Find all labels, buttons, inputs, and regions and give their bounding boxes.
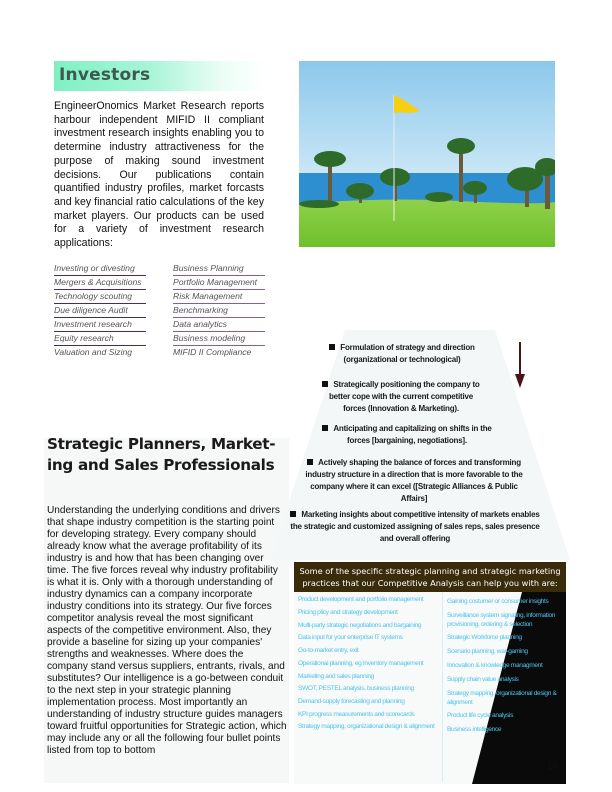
practice-item: Scenario planning, war-gaming [447, 648, 528, 656]
practice-item: KPI progress measurements and scorecards [298, 710, 415, 718]
square-bullet-icon [307, 459, 313, 465]
practices-heading: Some of the specific strategic planning and strategic marketing practices that our Competitive Analysis can help you with are: [294, 562, 566, 592]
list-item: Due diligence Audit [54, 304, 146, 318]
strategic-section-title [47, 434, 287, 476]
square-bullet-icon [322, 425, 328, 431]
practice-item: Multi-party strategic negotiations and bargaining [298, 621, 422, 629]
practice-item: Pricing plicy and strategy development [298, 609, 398, 617]
list-item: Data analytics [173, 318, 265, 332]
list-item: Investing or divesting [54, 262, 146, 276]
list-item: Business Planning [173, 262, 265, 276]
practices-list-box [294, 592, 566, 784]
pyramid-item-5: Marketing insights about competitive intensity of markets enables the strategic and customized assigning of sales reps, sales presence and overall offering [290, 510, 540, 543]
title-line-1: Strategic Planners, Market- [47, 435, 276, 453]
practice-item: Demand-supply forecasting and planning [298, 697, 405, 705]
practice-item: Supply chain value analysis [447, 675, 519, 683]
practice-item: Surveillance system signaling, information provisioning, ordering & selection [447, 611, 556, 628]
list-item: Equity research [54, 332, 146, 346]
square-bullet-icon [290, 511, 296, 517]
list-item: Benchmarking [173, 304, 265, 318]
practice-item: Business intelligence [447, 726, 502, 734]
practice-item: Marketing and sales planning [298, 672, 374, 680]
pyramid-item-3: Anticipating and capitalizing on shifts in the forces [bargaining, negotiations]. [318, 423, 496, 447]
list-item: MIFID II Compliance [173, 347, 252, 357]
practice-item: Strategy mapping, organizational design & alignment [298, 723, 435, 731]
page-number: 10 [547, 762, 558, 772]
practice-item: Strategic Workforce planning [447, 634, 522, 642]
investors-title: Investors [59, 65, 151, 85]
practice-item: Product development and portfolio management [298, 596, 424, 604]
practices-column-right [442, 592, 566, 782]
applications-column-right [173, 262, 265, 360]
pyramid-item-2: Strategically positioning the company to better cope with the current competitive forces (Innovation & Marketing). [320, 379, 482, 415]
arrow-down-icon [514, 342, 526, 388]
list-item: Mergers & Acquisitions [54, 276, 146, 290]
list-item: Valuation and Sizing [54, 347, 133, 357]
list-item: Risk Management [173, 290, 265, 304]
practice-item: Go-to-market entry, exit [298, 647, 359, 655]
investors-paragraph: EngineerOnomics Market Research reports harbour independent MIFID II compliant investment research insights enabling you to determine industry attractiveness for the purpose of making sound investment decisions. Our publications contain quantified industry profiles, market forcasts and key financial ratio calculations of the key market players. Our products can be used for a variety of investment research applications: [54, 100, 264, 250]
title-line-2: ing and Sales Professionals [47, 456, 275, 474]
practices-column-left [298, 592, 436, 732]
list-item: Business modeling [173, 332, 265, 346]
practice-item: SWOT, PESTEL analysis, business planning [298, 685, 414, 693]
practice-item: Strategy mapping, organizational design & alignment [447, 689, 557, 706]
square-bullet-icon [329, 344, 335, 350]
list-item: Portfolio Management [173, 276, 265, 290]
list-item: Technology scouting [54, 290, 146, 304]
practice-item: Gaining costumer or consumer insights [447, 597, 549, 605]
strategic-section-body: Understanding the underlying conditions and drivers that shape industry competition is the starting point for developing strategy. Every company should already know what the average profitability of its industry is and how that has been changing over time. The five forces reveal why industry profitability is what it is. Only with a thorough understanding of industry dynamics can a company incorporate industry conditions into its strategy. Our five forces competitor analysis reveal the most significant aspects of the competitive environment. Also, they provide a baseline for sizing up your companies' strengths and weaknesses. Where does the company stand versus suppliers, entrants, rivals, and substitutes? Our intelligence is a go-between conduit to the next step in your strategic planning implementation process. Most importantly an understanding of industry structure guides managers toward fruitful opportunities for Strategic action, which may include any or all the following four bullet points listed from top to bottom [47, 505, 287, 756]
golf-course-photo [299, 61, 555, 247]
practice-item: Operational planning, eg Inventory management [298, 659, 424, 667]
practice-item: Innovation & knowledge managment [447, 661, 543, 669]
practice-item: Data input for your enterprise IT systems [298, 634, 403, 642]
investors-heading-bar [54, 61, 266, 91]
pyramid-item-1: Formulation of strategy and direction (organizational or technological) [322, 342, 482, 366]
list-item: Investment research [54, 318, 146, 332]
practice-item: Product life cycle analysis [447, 712, 514, 720]
applications-column-left [54, 262, 146, 360]
square-bullet-icon [322, 381, 328, 387]
pyramid-item-4: Actively shaping the balance of forces and transforming industry structure in a direction that is more favorable to the company where it can excel ([Strategic Alliances & Public Affairs] [305, 458, 523, 503]
